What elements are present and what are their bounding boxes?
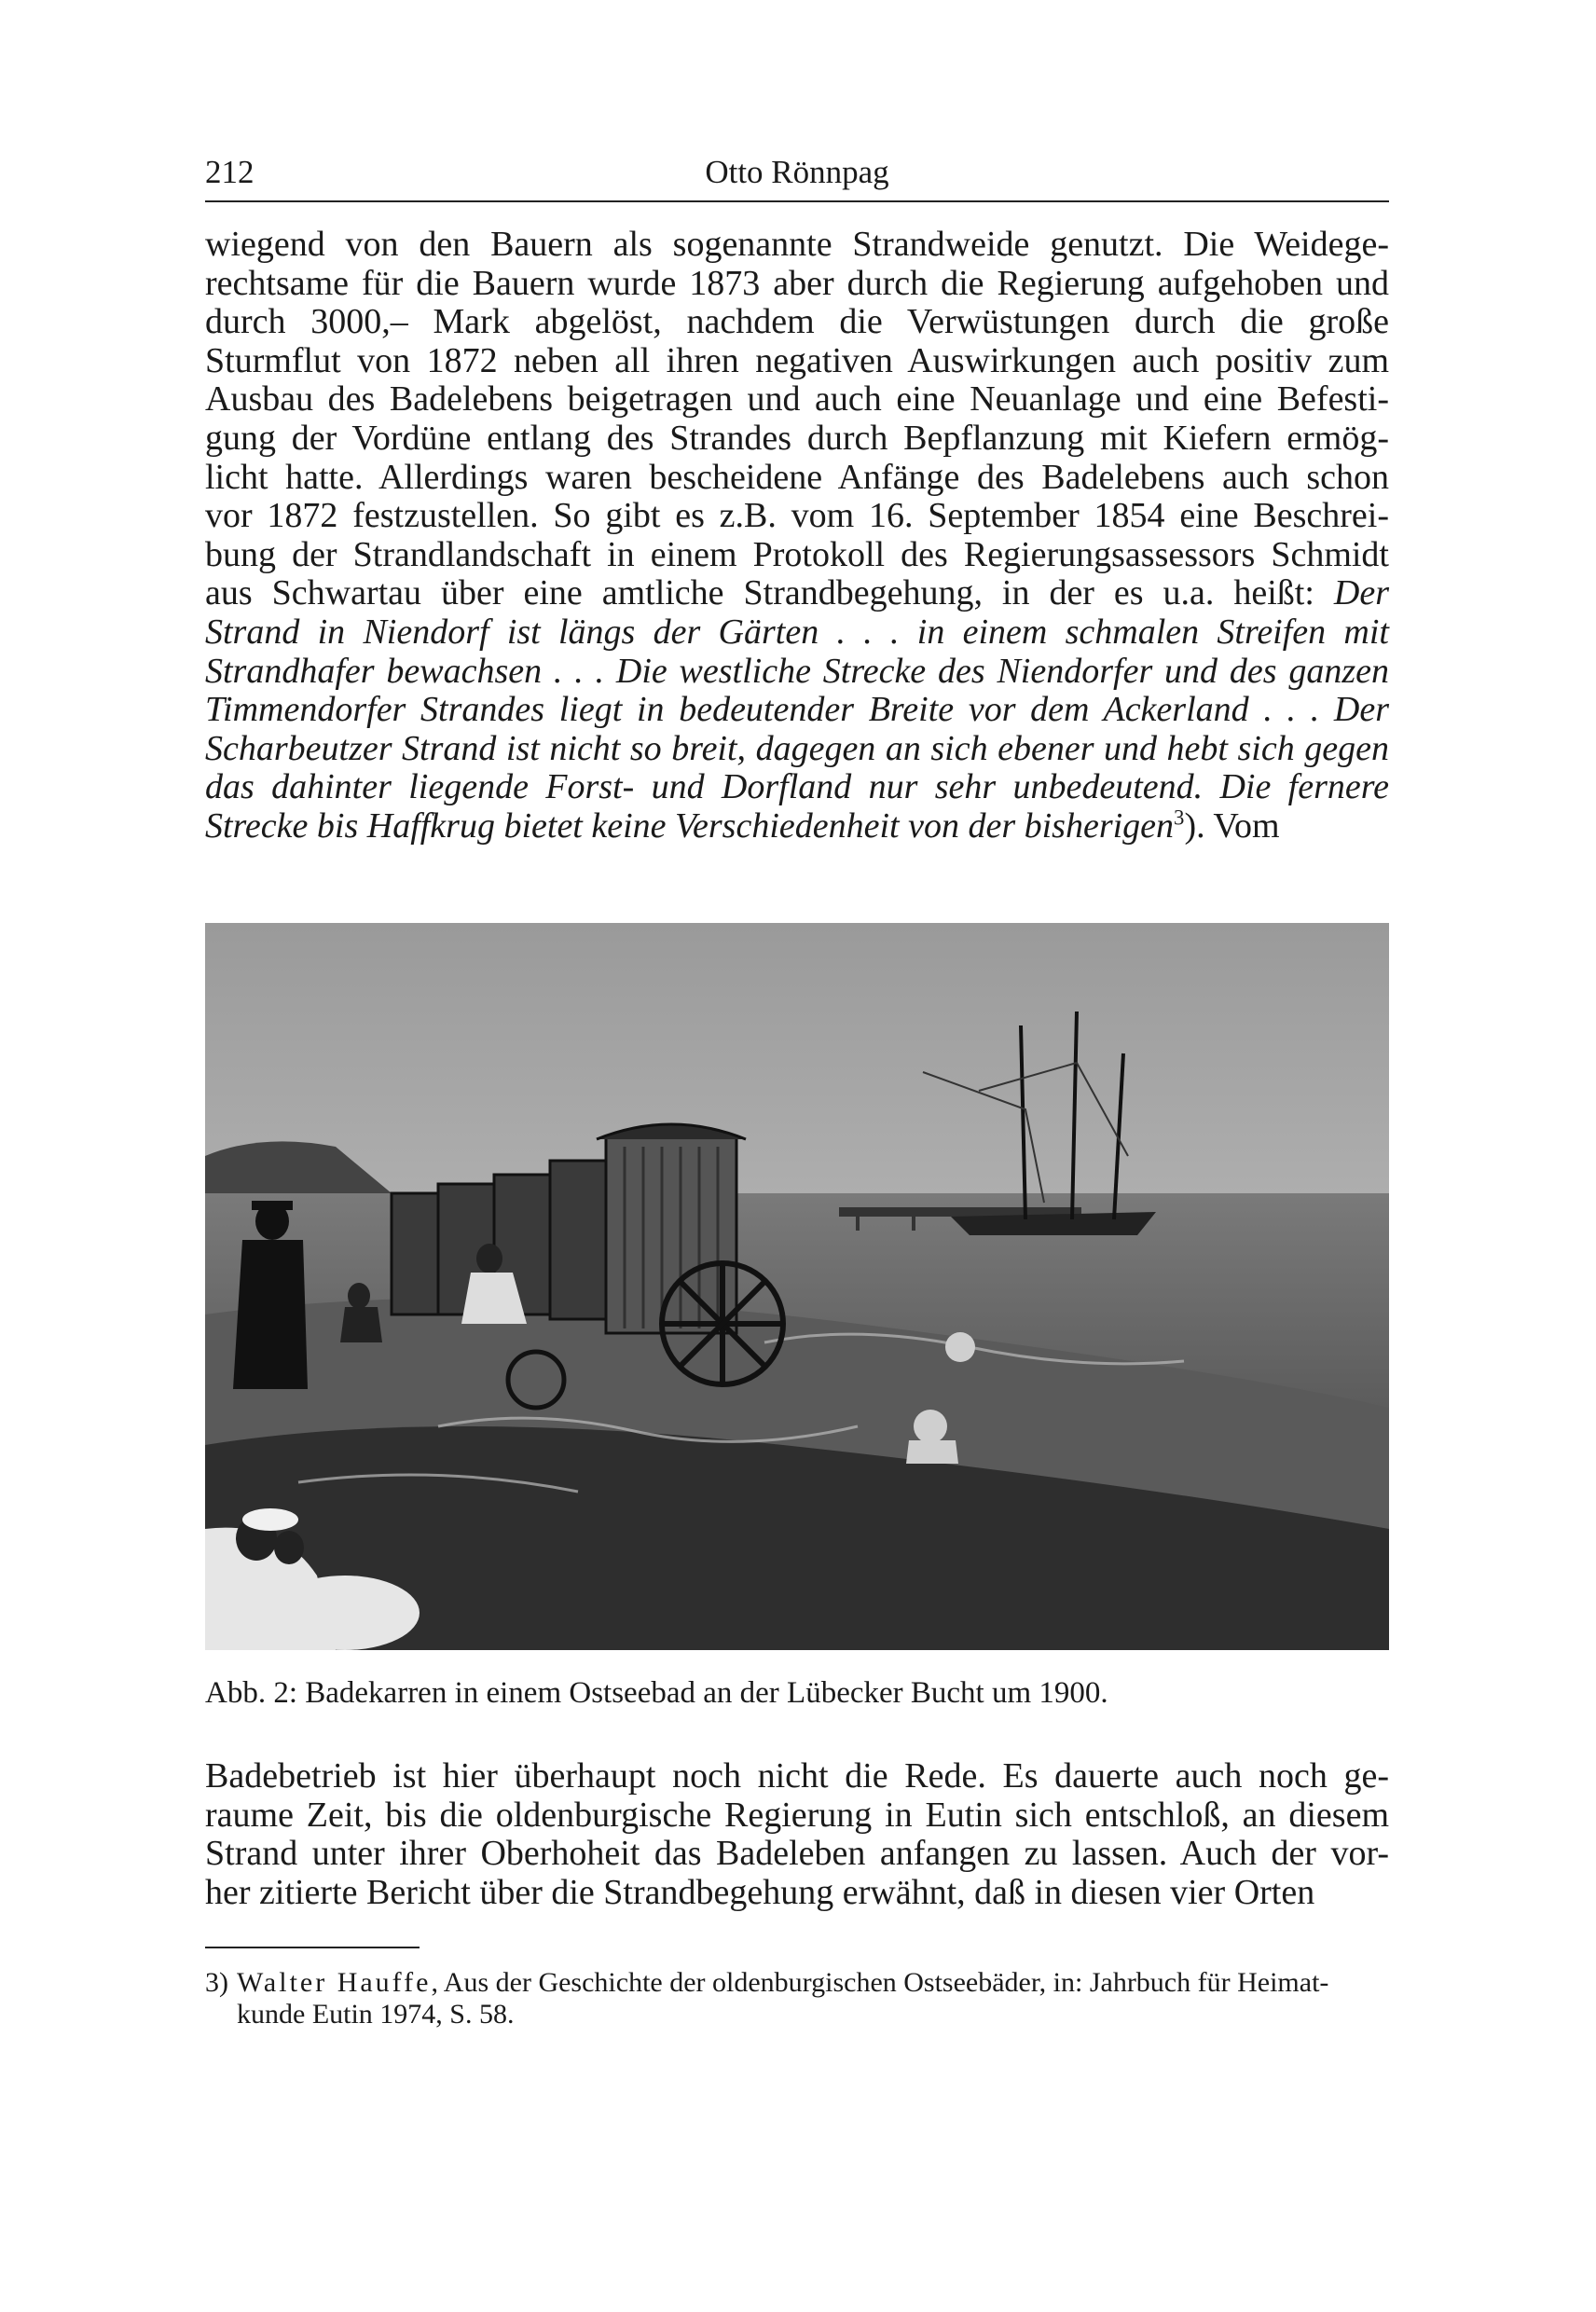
- figure-caption: Abb. 2: Badekarren in einem Ostseebad an der Lübecker Bucht um 1900.: [205, 1676, 1108, 1710]
- bathing-carts-photo: [205, 923, 1389, 1650]
- quote-start: Der: [1333, 573, 1389, 613]
- text-line: gung der Vordüne entlang des Strandes durch Bepflanzung mit Kiefern ermög-: [205, 418, 1389, 458]
- footnote-text: , Aus der Geschichte der oldenburgischen Ostseebäder, in: Jahrbuch für Heimat-: [431, 1967, 1329, 1998]
- text-line: licht hatte. Allerdings waren bescheidene Anfänge des Badelebens auch schon: [205, 457, 1389, 497]
- footnote-line: [205, 1967, 1389, 1999]
- figure-photo: [205, 923, 1389, 1650]
- quote-line: Timmendorfer Strandes liegt in bedeutender Breite vor dem Ackerland . . . Der: [205, 690, 1389, 730]
- quote-line: das dahinter liegende Forst- und Dorfland nur sehr unbedeutend. Die fernere: [205, 767, 1389, 807]
- text-run: aus Schwartau über eine amtliche Strandbegehung, in der es u.a. heißt:: [205, 573, 1334, 613]
- page-header: [205, 154, 1389, 202]
- text-run: ). Vom: [1184, 805, 1280, 846]
- text-line: Badebetrieb ist hier überhaupt noch nicht die Rede. Es dauerte auch noch ge-: [205, 1756, 1389, 1796]
- body-text-bottom: [205, 1757, 1389, 1912]
- running-head: Otto Rönnpag: [705, 154, 889, 190]
- text-line: wiegend von den Bauern als sogenannte Strandweide genutzt. Die Weidege-: [205, 225, 1389, 264]
- text-line: her zitierte Bericht über die Strandbegehung erwähnt, daß in diesen vier Orten: [205, 1872, 1315, 1912]
- text-line: [205, 807, 1389, 846]
- quote-line: Strandhafer bewachsen . . . Die westliche Strecke des Niendorfer und des ganzen: [205, 651, 1389, 691]
- footnote-line: kunde Eutin 1974, S. 58.: [237, 1999, 515, 2030]
- footnote-separator: [205, 1947, 420, 1948]
- paragraph: [205, 226, 1389, 846]
- quote-end: Strecke bis Haffkrug bietet keine Verschiedenheit von der bisherigen: [205, 805, 1175, 846]
- text-line: bung der Strandlandschaft in einem Protokoll des Regierungsassessors Schmidt: [205, 534, 1389, 574]
- quote-line: Scharbeutzer Strand ist nicht so breit, dagegen an sich ebener und hebt sich gegen: [205, 728, 1389, 768]
- page-number: 212: [205, 154, 255, 190]
- paragraph: [205, 1757, 1389, 1912]
- text-line: Ausbau des Badelebens beigetragen und auch eine Neuanlage und eine Befesti-: [205, 379, 1389, 420]
- text-line: durch 3000,– Mark abgelöst, nachdem die Verwüstungen durch die große: [205, 302, 1389, 342]
- text-line: Sturmflut von 1872 neben all ihren negativen Auswirkungen auch positiv zum: [205, 340, 1389, 380]
- text-line: vor 1872 festzustellen. So gibt es z.B. vom 16. September 1854 eine Beschrei-: [205, 496, 1389, 536]
- footnote-reference: 3: [1174, 805, 1185, 830]
- footnote-author: Walter Hauffe: [237, 1967, 432, 1998]
- text-line: [205, 574, 1389, 613]
- footnote-marker: 3): [205, 1967, 228, 1998]
- text-line: raume Zeit, bis die oldenburgische Regierung in Eutin sich entschloß, an diesem: [205, 1795, 1389, 1835]
- footnote: [205, 1967, 1389, 2030]
- quote-line: Strand in Niendorf ist längs der Gärten . . . in einem schmalen Streifen mit: [205, 612, 1389, 652]
- body-text-top: [205, 226, 1389, 846]
- text-line: rechtsame für die Bauern wurde 1873 aber durch die Regierung aufgehoben und: [205, 263, 1389, 303]
- text-line: Strand unter ihrer Oberhoheit das Badeleben anfangen zu lassen. Auch der vor-: [205, 1834, 1389, 1874]
